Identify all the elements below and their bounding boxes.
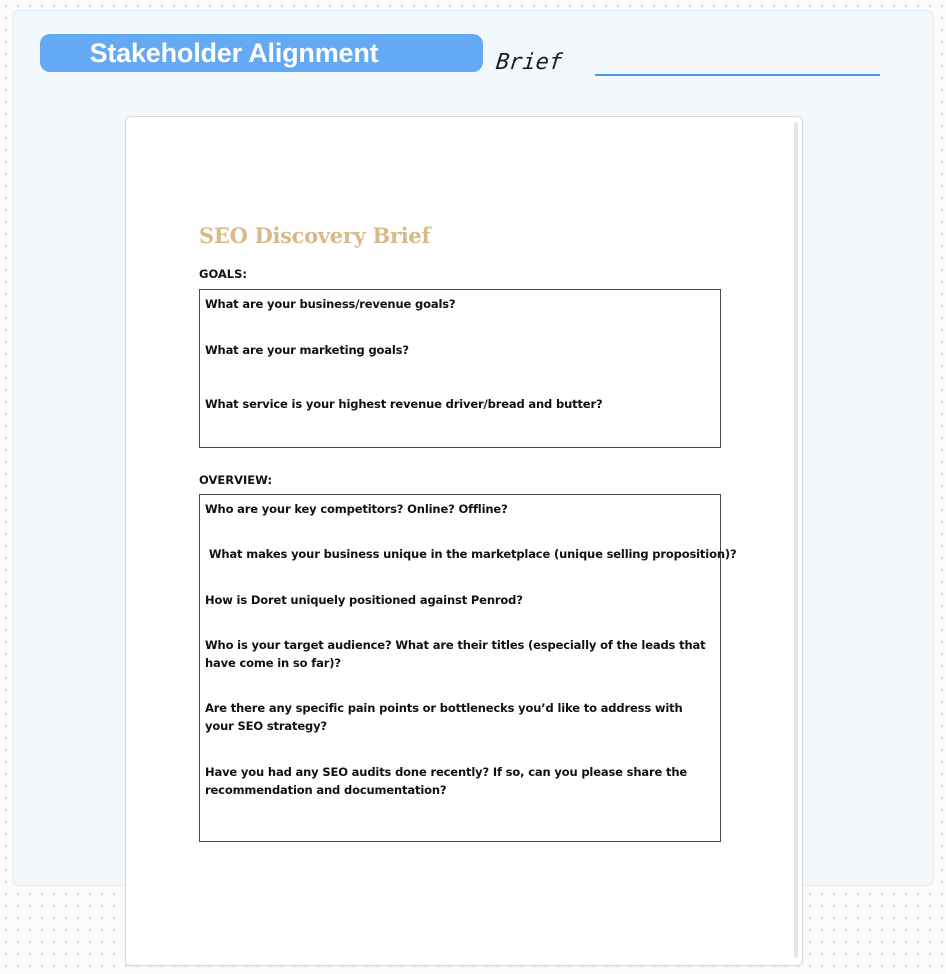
overview-question: Who are your key competitors? Online? Offline? — [205, 502, 508, 516]
overview-question: What makes your business unique in the marketplace (unique selling proposition)? — [205, 547, 737, 561]
overview-question: Are there any specific pain points or bottlenecks you’d like to address with your SEO strategy? — [205, 701, 683, 733]
document-scrollbar[interactable] — [794, 122, 798, 958]
brief-handwritten-label[interactable]: Brief — [494, 50, 564, 75]
section-label-goals: GOALS: — [199, 267, 248, 281]
overview-question: How is Doret uniquely positioned against Penrod? — [205, 593, 523, 607]
overview-question: Who is your target audience? What are their titles (especially of the leads that have come in so far)? — [205, 638, 706, 670]
document-title: SEO Discovery Brief — [199, 223, 431, 248]
frame-title: Stakeholder Alignment — [89, 37, 379, 68]
goals-question: What are your business/revenue goals? — [205, 297, 456, 311]
brief-underline — [595, 74, 880, 76]
goals-question: What are your marketing goals? — [205, 343, 409, 357]
overview-question: Have you had any SEO audits done recently? If so, can you please share the recommendation and documentation? — [205, 765, 688, 797]
section-label-overview: OVERVIEW: — [199, 473, 273, 487]
frame-title-pill[interactable] — [40, 34, 483, 72]
goals-question: What service is your highest revenue driver/bread and butter? — [205, 397, 603, 411]
